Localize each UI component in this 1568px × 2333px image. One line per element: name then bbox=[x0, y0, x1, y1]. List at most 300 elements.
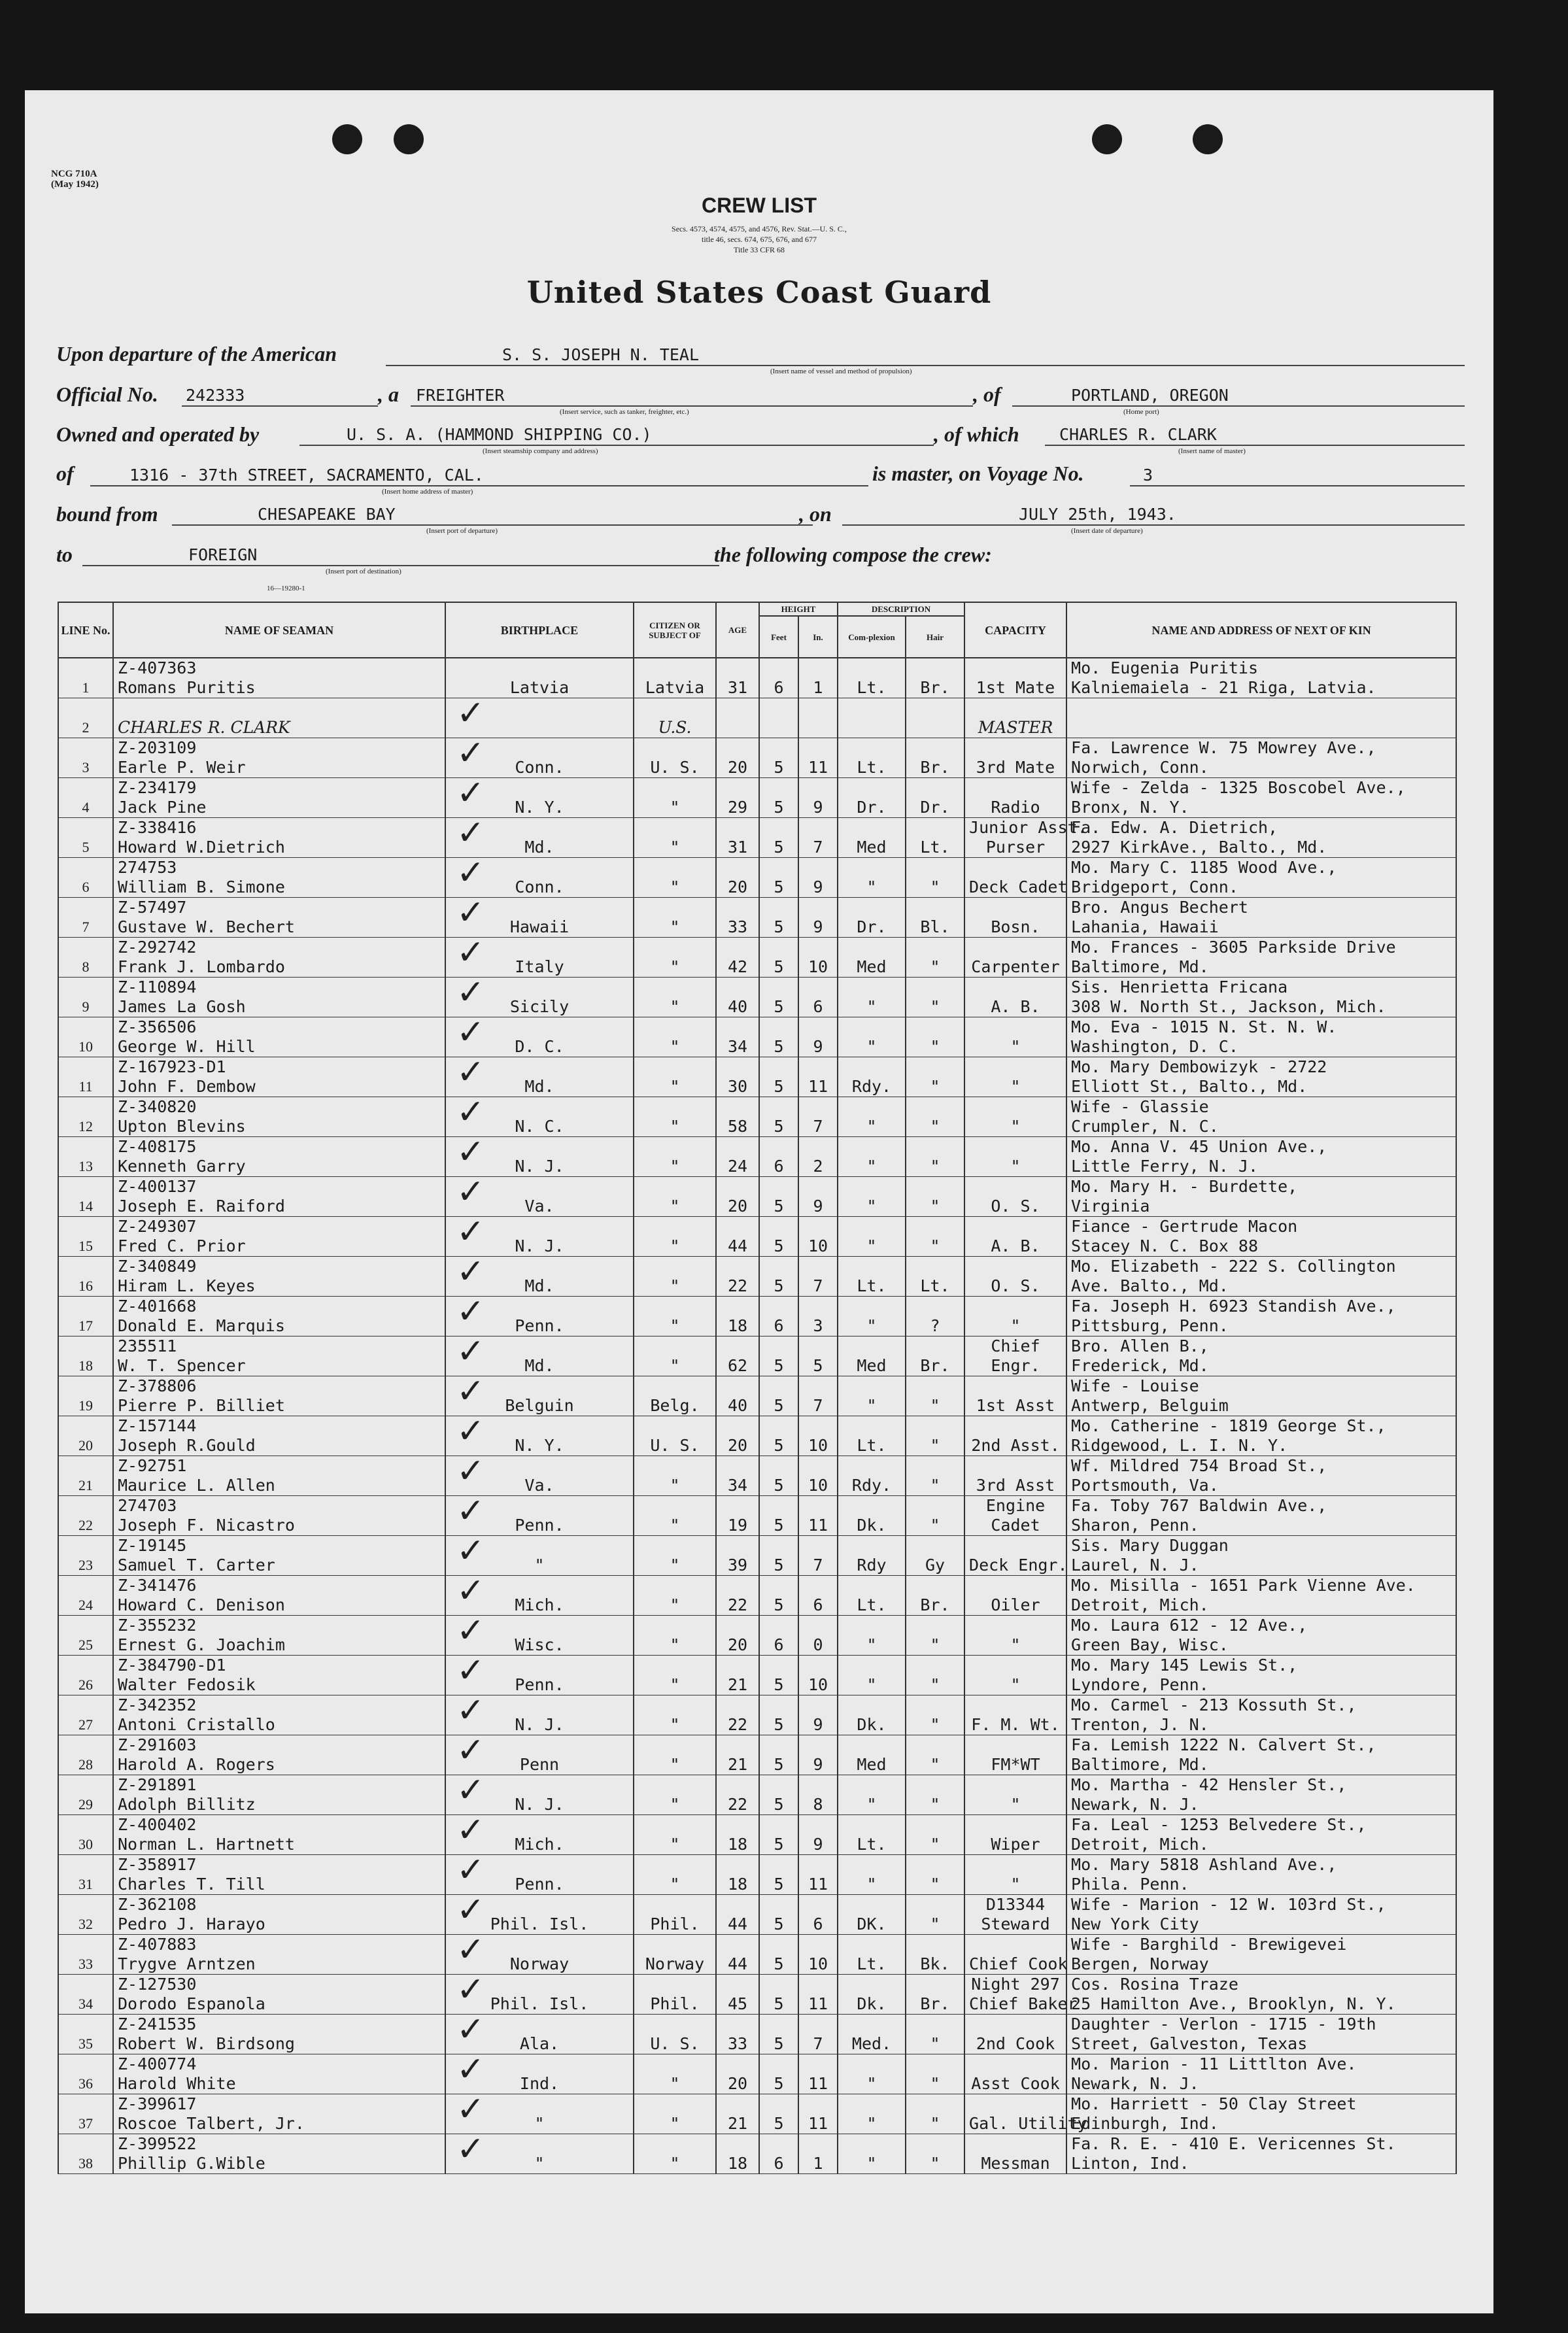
birthplace: Md. bbox=[524, 1276, 554, 1295]
of-label: , of bbox=[973, 383, 1001, 406]
line-number bbox=[58, 978, 113, 1017]
capacity-line1: Engine bbox=[985, 1496, 1046, 1515]
citizenship: " bbox=[670, 1276, 680, 1295]
complexion: Lt. bbox=[857, 758, 887, 777]
citizen-cell bbox=[634, 1097, 716, 1137]
table-row bbox=[58, 698, 1456, 738]
check-mark-icon: ✓ bbox=[456, 1771, 485, 1810]
line-number bbox=[58, 738, 113, 778]
underline bbox=[1130, 485, 1465, 486]
height-feet: 5 bbox=[774, 997, 784, 1016]
complexion-cell bbox=[838, 1337, 906, 1376]
of-label-2: of bbox=[56, 462, 74, 485]
capacity: 3rd Asst bbox=[976, 1476, 1055, 1495]
line-number bbox=[58, 1616, 113, 1656]
seaman-z-number: Z-127530 bbox=[118, 1975, 197, 1994]
a-label: , a bbox=[378, 383, 399, 406]
height-inches: 7 bbox=[813, 1276, 823, 1295]
seaman-cell bbox=[113, 1337, 445, 1376]
age-cell bbox=[716, 1775, 759, 1815]
feet-cell bbox=[759, 2054, 798, 2094]
height-feet: 5 bbox=[774, 1436, 784, 1455]
inches-cell bbox=[798, 1097, 838, 1137]
capacity-line1 bbox=[969, 2134, 1062, 2154]
capacity-cell bbox=[964, 738, 1066, 778]
hair-cell bbox=[906, 698, 964, 738]
crew-list-document bbox=[25, 90, 1493, 2313]
table-row bbox=[58, 1137, 1456, 1177]
seaman-cell bbox=[113, 1855, 445, 1895]
table-row bbox=[58, 1695, 1456, 1735]
citizen-cell bbox=[634, 1775, 716, 1815]
check-mark-icon: ✓ bbox=[456, 1132, 485, 1172]
citizenship: " bbox=[670, 1675, 680, 1694]
kin-cell bbox=[1066, 1456, 1456, 1496]
kin-line1: Cos. Rosina Traze bbox=[1071, 1975, 1238, 1994]
table-row bbox=[58, 1815, 1456, 1855]
complexion: Med bbox=[857, 1755, 887, 1774]
height-feet: 5 bbox=[774, 1835, 784, 1854]
height-inches: 11 bbox=[808, 758, 828, 777]
height-inches: 10 bbox=[808, 1954, 828, 1973]
birthplace: " bbox=[534, 2154, 545, 2173]
table-row bbox=[58, 1656, 1456, 1695]
kin-line2: 25 Hamilton Ave., Brooklyn, N. Y. bbox=[1071, 1994, 1396, 2013]
seaman-z-number: 274753 bbox=[118, 858, 177, 877]
complexion-cell bbox=[838, 858, 906, 898]
kin-line2: 2927 KirkAve., Balto., Md. bbox=[1071, 838, 1327, 857]
seaman-name: Hiram L. Keyes bbox=[118, 1276, 256, 1295]
seaman-z-number: Z-241535 bbox=[118, 2015, 197, 2034]
column-name: NAME OF SEAMAN bbox=[113, 602, 445, 658]
age-cell bbox=[716, 2054, 759, 2094]
kin-cell bbox=[1066, 818, 1456, 858]
seaman-name: Earle P. Weir bbox=[118, 758, 246, 777]
hair: " bbox=[930, 2074, 940, 2093]
feet-cell bbox=[759, 1536, 798, 1576]
capacity-cell bbox=[964, 1656, 1066, 1695]
citizen-cell bbox=[634, 858, 716, 898]
inches-cell bbox=[798, 938, 838, 978]
line-number bbox=[58, 2134, 113, 2174]
age-cell bbox=[716, 1895, 759, 1935]
seaman-cell bbox=[113, 698, 445, 738]
hair-cell bbox=[906, 658, 964, 698]
check-mark-icon: ✓ bbox=[456, 1332, 485, 1371]
inches-cell bbox=[798, 658, 838, 698]
citizen-cell bbox=[634, 1616, 716, 1656]
capacity-cell bbox=[964, 1735, 1066, 1775]
citizenship: " bbox=[670, 1755, 680, 1774]
birthplace: Phil. Isl. bbox=[490, 1915, 589, 1933]
kin-cell bbox=[1066, 1536, 1456, 1576]
age: 31 bbox=[727, 678, 748, 697]
citizen-cell bbox=[634, 778, 716, 818]
line-number bbox=[58, 1137, 113, 1177]
line-number bbox=[58, 1416, 113, 1456]
line-number-text: 10 bbox=[78, 1038, 93, 1055]
kin-line1: Mo. Mary C. 1185 Wood Ave., bbox=[1071, 858, 1337, 877]
complexion-cell bbox=[838, 1456, 906, 1496]
hair-cell bbox=[906, 1616, 964, 1656]
hair-cell bbox=[906, 898, 964, 938]
table-row bbox=[58, 1057, 1456, 1097]
column-inches: In. bbox=[798, 616, 838, 658]
feet-cell bbox=[759, 1656, 798, 1695]
official-number: 242333 bbox=[186, 386, 245, 405]
hair: Bl. bbox=[920, 917, 950, 936]
height-inches: 3 bbox=[813, 1316, 823, 1335]
height-inches: 10 bbox=[808, 1236, 828, 1255]
line-number bbox=[58, 1097, 113, 1137]
inches-cell bbox=[798, 1616, 838, 1656]
inches-cell bbox=[798, 1815, 838, 1855]
kin-line1: Mo. Misilla - 1651 Park Vienne Ave. bbox=[1071, 1576, 1416, 1595]
citizen-cell bbox=[634, 898, 716, 938]
citizen-cell bbox=[634, 1935, 716, 1975]
kin-line2: Bronx, N. Y. bbox=[1071, 798, 1189, 817]
birthplace: Conn. bbox=[515, 758, 564, 777]
line-number-text: 7 bbox=[82, 919, 90, 935]
line-number-text: 13 bbox=[78, 1158, 93, 1174]
table-row bbox=[58, 818, 1456, 858]
citizenship: " bbox=[670, 1556, 680, 1575]
height-inches: 7 bbox=[813, 1396, 823, 1415]
age-cell bbox=[716, 1935, 759, 1975]
kin-line2: New York City bbox=[1071, 1915, 1199, 1933]
line-number-text: 25 bbox=[78, 1637, 93, 1653]
height-feet: 5 bbox=[774, 1755, 784, 1774]
seaman-cell bbox=[113, 818, 445, 858]
column-complexion: Com-plexion bbox=[838, 616, 906, 658]
inches-cell bbox=[798, 1017, 838, 1057]
age-cell bbox=[716, 1217, 759, 1257]
feet-cell bbox=[759, 1895, 798, 1935]
capacity: Wiper bbox=[991, 1835, 1040, 1854]
citizenship: U. S. bbox=[650, 1436, 700, 1455]
port-of-departure: CHESAPEAKE BAY bbox=[258, 505, 396, 524]
capacity-line1 bbox=[969, 1576, 1062, 1595]
line-number-text: 14 bbox=[78, 1198, 93, 1214]
complexion: " bbox=[866, 1316, 877, 1335]
seaman-name: Samuel T. Carter bbox=[118, 1556, 275, 1575]
hair: " bbox=[930, 1236, 940, 1255]
line-number-text: 35 bbox=[78, 2035, 93, 2052]
kin-cell bbox=[1066, 978, 1456, 1017]
table-row bbox=[58, 1855, 1456, 1895]
birthplace: Ala. bbox=[519, 2034, 560, 2053]
birthplace: Hawaii bbox=[509, 917, 570, 936]
age: 29 bbox=[727, 798, 748, 817]
height-feet: 5 bbox=[774, 1994, 784, 2013]
inches-cell bbox=[798, 1975, 838, 2015]
kin-line2: Lyndore, Penn. bbox=[1071, 1675, 1209, 1694]
age-cell bbox=[716, 1496, 759, 1536]
capacity-line1 bbox=[969, 1815, 1062, 1835]
height-inches: 1 bbox=[813, 2154, 823, 2173]
check-mark-icon: ✓ bbox=[456, 2010, 485, 2049]
hair-cell bbox=[906, 2134, 964, 2174]
line-number bbox=[58, 938, 113, 978]
vessel-hint: (Insert name of vessel and method of propulsion) bbox=[770, 367, 912, 375]
complexion-cell bbox=[838, 1297, 906, 1337]
seaman-name: James La Gosh bbox=[118, 997, 246, 1016]
capacity: " bbox=[1010, 1635, 1021, 1654]
inches-cell bbox=[798, 2134, 838, 2174]
hair-cell bbox=[906, 1536, 964, 1576]
seaman-name: Dorodo Espanola bbox=[118, 1994, 265, 2013]
seaman-name: Donald E. Marquis bbox=[118, 1316, 285, 1335]
check-mark-icon: ✓ bbox=[456, 1970, 485, 2009]
underline bbox=[172, 524, 813, 526]
height-feet: 5 bbox=[774, 1675, 784, 1694]
capacity-cell bbox=[964, 2054, 1066, 2094]
citizen-cell bbox=[634, 1895, 716, 1935]
age: 30 bbox=[727, 1077, 748, 1096]
hair: " bbox=[930, 1396, 940, 1415]
capacity: A. B. bbox=[991, 997, 1040, 1016]
inches-cell bbox=[798, 1057, 838, 1097]
capacity: FM*WT bbox=[991, 1755, 1040, 1774]
age: 24 bbox=[727, 1157, 748, 1176]
table-row bbox=[58, 1456, 1456, 1496]
inches-cell bbox=[798, 1137, 838, 1177]
height-inches: 6 bbox=[813, 1595, 823, 1614]
height-feet: 5 bbox=[774, 838, 784, 857]
complexion-cell bbox=[838, 1536, 906, 1576]
check-mark-icon: ✓ bbox=[456, 813, 485, 853]
complexion: " bbox=[866, 1157, 877, 1176]
citizenship: " bbox=[670, 1516, 680, 1535]
height-inches: 8 bbox=[813, 1795, 823, 1814]
capacity: O. S. bbox=[991, 1197, 1040, 1216]
capacity-line1: Night 297 bbox=[971, 1975, 1060, 1994]
kin-line1: Sis. Mary Duggan bbox=[1071, 1536, 1229, 1555]
age: 20 bbox=[727, 758, 748, 777]
capacity-cell bbox=[964, 2134, 1066, 2174]
capacity: Bosn. bbox=[991, 917, 1040, 936]
check-mark-icon: ✓ bbox=[456, 1571, 485, 1610]
table-row bbox=[58, 1975, 1456, 2015]
feet-cell bbox=[759, 658, 798, 698]
kin-line1: Fa. Edw. A. Dietrich, bbox=[1071, 818, 1278, 837]
complexion: Dk. bbox=[857, 1715, 887, 1734]
complexion-cell bbox=[838, 898, 906, 938]
seaman-cell bbox=[113, 1376, 445, 1416]
age-cell bbox=[716, 898, 759, 938]
height-feet: 5 bbox=[774, 1556, 784, 1575]
to-label: to bbox=[56, 543, 73, 566]
line-number bbox=[58, 2054, 113, 2094]
seaman-z-number: Z-291603 bbox=[118, 1735, 197, 1754]
check-mark-icon: ✓ bbox=[456, 1212, 485, 1252]
hair-cell bbox=[906, 1895, 964, 1935]
line-number-text: 29 bbox=[78, 1796, 93, 1813]
complexion-cell bbox=[838, 698, 906, 738]
citizen-cell bbox=[634, 1057, 716, 1097]
check-mark-icon: ✓ bbox=[456, 1292, 485, 1331]
height-feet: 5 bbox=[774, 1236, 784, 1255]
citizenship: " bbox=[670, 1595, 680, 1614]
age: 20 bbox=[727, 1197, 748, 1216]
capacity-line1 bbox=[969, 1775, 1062, 1795]
capacity: Oiler bbox=[991, 1595, 1040, 1614]
inches-cell bbox=[798, 1536, 838, 1576]
citizenship: " bbox=[670, 2074, 680, 2093]
hair-cell bbox=[906, 978, 964, 1017]
seaman-cell bbox=[113, 978, 445, 1017]
age-cell bbox=[716, 2134, 759, 2174]
punch-hole bbox=[1092, 124, 1122, 154]
line-number bbox=[58, 1815, 113, 1855]
height-inches: 6 bbox=[813, 997, 823, 1016]
kin-line1: Fa. R. E. - 410 E. Vericennes St. bbox=[1071, 2134, 1396, 2153]
citizen-cell bbox=[634, 1735, 716, 1775]
complexion-cell bbox=[838, 1975, 906, 2015]
complexion bbox=[842, 718, 901, 738]
bound-label: bound from bbox=[56, 502, 158, 526]
seaman-z-number: Z-342352 bbox=[118, 1695, 197, 1714]
capacity-line1: D13344 bbox=[985, 1895, 1046, 1914]
feet-cell bbox=[759, 978, 798, 1017]
height-inches: 10 bbox=[808, 1436, 828, 1455]
capacity: " bbox=[1010, 1157, 1021, 1176]
height-inches: 7 bbox=[813, 2034, 823, 2053]
seaman-name: Joseph R.Gould bbox=[118, 1436, 256, 1455]
capacity-cell bbox=[964, 1257, 1066, 1297]
seaman-z-number: Z-292742 bbox=[118, 938, 197, 957]
check-mark-icon: ✓ bbox=[456, 1890, 485, 1930]
line-number bbox=[58, 1376, 113, 1416]
underline bbox=[299, 445, 934, 446]
kin-line1: Wife - Marion - 12 W. 103rd St., bbox=[1071, 1895, 1386, 1914]
capacity-cell bbox=[964, 658, 1066, 698]
capacity: Gal. Utility bbox=[969, 2114, 1087, 2133]
seaman-z-number: 235511 bbox=[118, 1337, 177, 1355]
line-number-text: 24 bbox=[78, 1597, 93, 1613]
table-row bbox=[58, 1496, 1456, 1536]
capacity-cell bbox=[964, 1416, 1066, 1456]
line-number-text: 28 bbox=[78, 1756, 93, 1773]
seaman-cell bbox=[113, 898, 445, 938]
seaman-cell bbox=[113, 1576, 445, 1616]
line-number bbox=[58, 898, 113, 938]
age-cell bbox=[716, 1536, 759, 1576]
complexion-cell bbox=[838, 738, 906, 778]
inches-cell bbox=[798, 1217, 838, 1257]
citizenship: " bbox=[670, 798, 680, 817]
complexion: Rdy. bbox=[851, 1077, 892, 1096]
home-port: PORTLAND, OREGON bbox=[1071, 386, 1229, 405]
birthplace-cell bbox=[445, 658, 634, 698]
feet-cell bbox=[759, 1376, 798, 1416]
age-cell bbox=[716, 1815, 759, 1855]
birthplace: Conn. bbox=[515, 877, 564, 896]
capacity-cell bbox=[964, 1137, 1066, 1177]
citizen-cell bbox=[634, 1416, 716, 1456]
hair: " bbox=[930, 957, 940, 976]
height-feet: 5 bbox=[774, 2034, 784, 2053]
kin-line1: Bro. Angus Bechert bbox=[1071, 898, 1248, 917]
complexion: Rdy. bbox=[851, 1476, 892, 1495]
capacity-line1: Junior Asst. bbox=[969, 818, 1087, 837]
inches-cell bbox=[798, 1895, 838, 1935]
kin-line2: Elliott St., Balto., Md. bbox=[1071, 1077, 1308, 1096]
age: 18 bbox=[727, 2154, 748, 2173]
print-number: 16—19280-1 bbox=[267, 585, 305, 592]
age-cell bbox=[716, 2015, 759, 2054]
seaman-cell bbox=[113, 1975, 445, 2015]
complexion: " bbox=[866, 1236, 877, 1255]
birthplace: Belguin bbox=[505, 1396, 574, 1415]
complexion-cell bbox=[838, 2054, 906, 2094]
citizen-cell bbox=[634, 1017, 716, 1057]
inches-cell bbox=[798, 738, 838, 778]
seaman-z-number: Z-400774 bbox=[118, 2054, 197, 2073]
citizenship: " bbox=[670, 1635, 680, 1654]
citizen-cell bbox=[634, 1217, 716, 1257]
hair: " bbox=[930, 997, 940, 1016]
inches-cell bbox=[798, 1855, 838, 1895]
citizenship: " bbox=[670, 957, 680, 976]
line-number-text: 31 bbox=[78, 1876, 93, 1892]
kin-line1: Fa. Toby 767 Baldwin Ave., bbox=[1071, 1496, 1327, 1515]
vessel-name: S. S. JOSEPH N. TEAL bbox=[502, 345, 700, 364]
capacity: 3rd Mate bbox=[976, 758, 1055, 777]
capacity-line1 bbox=[969, 978, 1062, 997]
age-cell bbox=[716, 1297, 759, 1337]
complexion-cell bbox=[838, 978, 906, 1017]
seaman-z-number: Z-408175 bbox=[118, 1137, 197, 1156]
hair-cell bbox=[906, 1057, 964, 1097]
hair-cell bbox=[906, 1017, 964, 1057]
hair-cell bbox=[906, 778, 964, 818]
underline bbox=[842, 524, 1465, 526]
capacity: " bbox=[1010, 1675, 1021, 1694]
line-number bbox=[58, 1217, 113, 1257]
citizenship: " bbox=[670, 1037, 680, 1056]
line-number-text: 19 bbox=[78, 1397, 93, 1414]
citizen-cell bbox=[634, 738, 716, 778]
inches-cell bbox=[798, 1416, 838, 1456]
seaman-cell bbox=[113, 938, 445, 978]
kin-line2: Ave. Balto., Md. bbox=[1071, 1276, 1229, 1295]
kin-cell bbox=[1066, 1895, 1456, 1935]
capacity-line1 bbox=[969, 698, 1062, 718]
feet-cell bbox=[759, 1017, 798, 1057]
seaman-z-number: Z-362108 bbox=[118, 1895, 197, 1914]
kin-line1: Fiance - Gertrude Macon bbox=[1071, 1217, 1298, 1236]
birthplace: " bbox=[534, 2114, 545, 2133]
age-cell bbox=[716, 938, 759, 978]
height-inches: 6 bbox=[813, 1915, 823, 1933]
hair: " bbox=[930, 1835, 940, 1854]
feet-cell bbox=[759, 778, 798, 818]
table-row bbox=[58, 1217, 1456, 1257]
capacity-cell bbox=[964, 1935, 1066, 1975]
feet-cell bbox=[759, 1097, 798, 1137]
kin-line2: Crumpler, N. C. bbox=[1071, 1117, 1219, 1136]
complexion-cell bbox=[838, 1775, 906, 1815]
birthplace: Italy bbox=[515, 957, 564, 976]
check-mark-icon: ✓ bbox=[456, 1811, 485, 1850]
hair: Bk. bbox=[920, 1954, 950, 1973]
hair-cell bbox=[906, 1935, 964, 1975]
line-number bbox=[58, 1536, 113, 1576]
hair: " bbox=[930, 1197, 940, 1216]
check-mark-icon: ✓ bbox=[456, 774, 485, 813]
kin-line1: Mo. Mary Dembowizyk - 2722 bbox=[1071, 1057, 1327, 1076]
